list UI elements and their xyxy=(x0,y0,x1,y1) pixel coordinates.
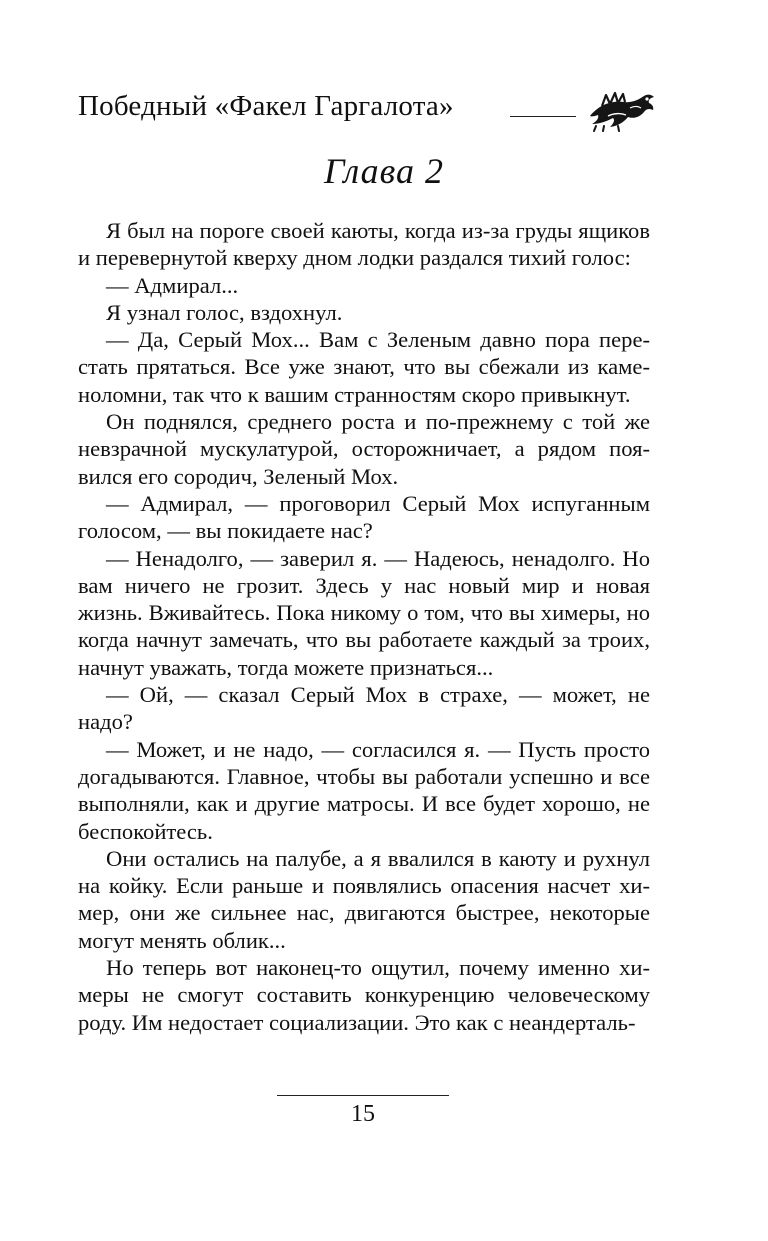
paragraph: Я был на пороге своей каюты, когда из-за груды ящиков и перевернутой кверху дном лодки раздался тихий голос: xyxy=(78,218,650,271)
page-number: 15 xyxy=(351,1101,375,1127)
paragraph: — Да, Серый Мох... Вам с Зеленым давно пора перестать прятаться. Все уже знают, что вы сбежали из каменоломни, так что к вашим странностям скоро привыкнут. xyxy=(78,327,650,407)
chapter-title: Глава 2 xyxy=(323,151,445,191)
running-header xyxy=(78,86,678,136)
paragraph: — Ненадолго, — заверил я. — Надеюсь, ненадолго. Но вам ничего не грозит. Здесь у нас новый мир и новая жизнь. Вживайтесь. Пока никому о том, что вы химеры, но когда начнут замечать, что вы работаете каждый за троих, начнут уважать, тогда можете признаться... xyxy=(78,545,650,680)
body-text xyxy=(78,217,650,1036)
paragraph: — Адмирал... xyxy=(106,272,239,298)
paragraph: Он поднялся, среднего роста и по-прежнему с той же невзрачной мускулатурой, осторожничает, а рядом появился его сородич, Зеленый Мох. xyxy=(78,409,650,489)
running-title: Победный «Факел Гаргалота» xyxy=(78,90,454,122)
paragraph: — Адмирал, — проговорил Серый Мох испуганным голосом, — вы покидаете нас? xyxy=(78,490,650,544)
paragraph: — Ой, — сказал Серый Мох в страхе, — может, не надо? xyxy=(78,682,650,735)
header-rule xyxy=(510,116,576,117)
paragraph: Я узнал голос, вздохнул. xyxy=(106,299,343,325)
paragraph: Но теперь вот наконец-то ощутил, почему именно химеры не смогут составить конкуренцию человеческому роду. Им недостает социализации. Это как с неандерталь- xyxy=(78,955,650,1035)
paragraph: — Может, и не надо, — согласился я. — Пусть просто догадываются. Главное, чтобы вы работали успешно и все выполняли, как и другие матросы. И все будет хорошо, не беспокойтесь. xyxy=(78,736,650,844)
footer-rule xyxy=(277,1095,449,1096)
paragraph: Они остались на палубе, а я ввалился в каюту и рухнул на койку. Если раньше и появлялись опасения насчет химер, они же сильнее нас, двигаются быстрее, некоторые могут менять облик... xyxy=(78,845,650,953)
dragon-icon xyxy=(588,86,656,132)
